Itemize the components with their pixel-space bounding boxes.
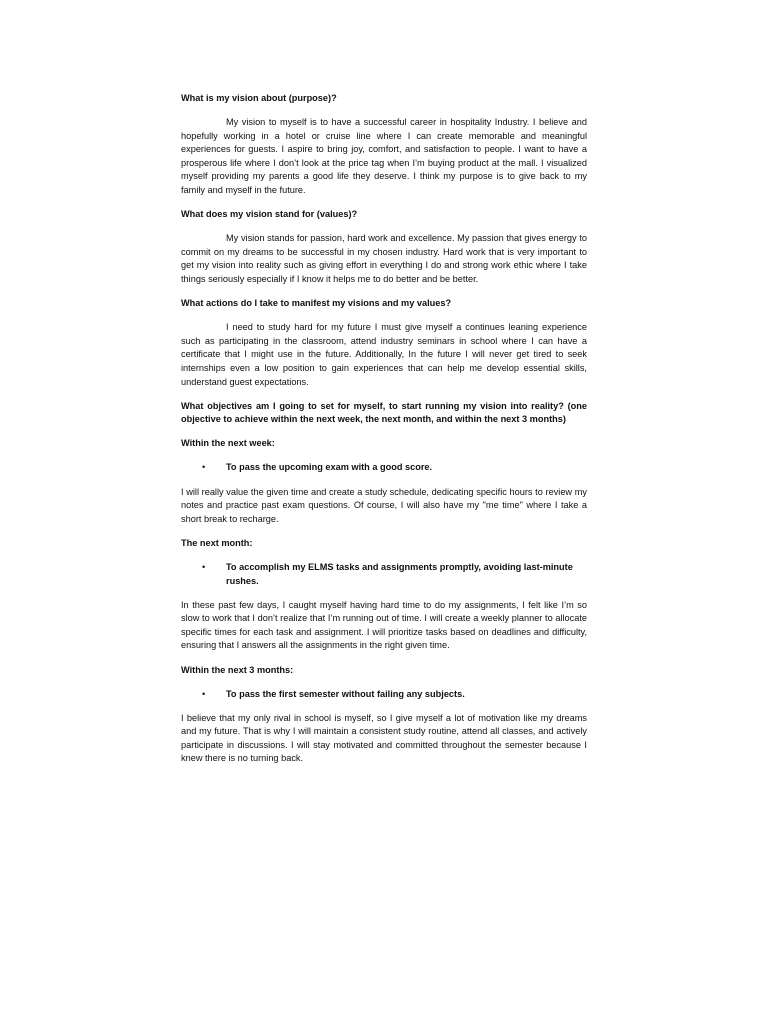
- week-paragraph: I will really value the given time and create a study schedule, dedicating specific hours to review my notes and practice past exam questions. Of course, I will also have my "me time" where I take a short break to recharge.: [181, 486, 587, 524]
- month-heading: The next month:: [181, 537, 253, 548]
- three-months-heading: Within the next 3 months:: [181, 664, 294, 675]
- actions-paragraph: I need to study hard for my future I must give myself a continues leaning experience such as participating in the classroom, attend industry seminars in school where I can have a certificate that I might use in the future. Additionally, In the future I will never get tired to seek internships even a low position to gain experiences that can help me develop essential skills, understand guest expectations.: [181, 322, 587, 387]
- month-bullet-text: To accomplish my ELMS tasks and assignments promptly, avoiding last-minute rushes.: [226, 561, 573, 586]
- three-months-bullet-text: To pass the first semester without failing any subjects.: [226, 688, 465, 699]
- bullet-icon: •: [202, 462, 206, 473]
- document-page: [181, 92, 587, 777]
- bullet-icon: •: [202, 688, 206, 699]
- actions-heading: What actions do I take to manifest my visions and my values?: [181, 298, 452, 309]
- month-paragraph: In these past few days, I caught myself having hard time to do my assignments, I felt like I’m so slow to work that I don’t realize that I’m running out of time. I will create a weekly planner to allocate specific times for each task and assignment. I will prioritize tasks based on deadlines and difficulty, ensuring that I answers all the assignments in the right given time.: [181, 599, 587, 651]
- values-paragraph: My vision stands for passion, hard work and excellence. My passion that gives energy to commit on my dreams to be successful in my chosen industry. Hard work that is very important to get my vision into reality such as giving effort in everything I do and strong work ethic where I take things seriously especially if I know it helps me to do better and be better.: [181, 233, 587, 285]
- week-heading: Within the next week:: [181, 438, 275, 449]
- week-bullet-text: To pass the upcoming exam with a good score.: [226, 462, 433, 473]
- month-bullet-item: [181, 561, 587, 588]
- values-heading: What does my vision stand for (values)?: [181, 209, 358, 220]
- objectives-heading: What objectives am I going to set for myself, to start running my vision into reality? (one objective to achieve within the next week, the next month, and within the next 3 months): [181, 400, 587, 425]
- bullet-icon: •: [202, 561, 206, 572]
- vision-paragraph: My vision to myself is to have a successful career in hospitality Industry. I believe and hopefully working in a hotel or cruise line where I can create memorable and meaningful experiences for guests. I aspire to bring joy, comfort, and satisfaction to people. I want to have a prosperous life where I don’t look at the price tag when I’m buying product at the mall. I visualized myself providing my parents a good life they deserve. I think my purpose is to give back to my family and myself in the future.: [181, 117, 587, 196]
- three-months-paragraph: I believe that my only rival in school is myself, so I give myself a lot of motivation like my dreams and my future. That is why I will maintain a consistent study routine, attend all classes, and actively participate in discussions. I will stay motivated and committed throughout the semester because I knew there is no turning back.: [181, 712, 587, 764]
- vision-heading: What is my vision about (purpose)?: [181, 93, 337, 103]
- three-months-bullet-item: [181, 688, 587, 702]
- week-bullet-item: [181, 461, 587, 475]
